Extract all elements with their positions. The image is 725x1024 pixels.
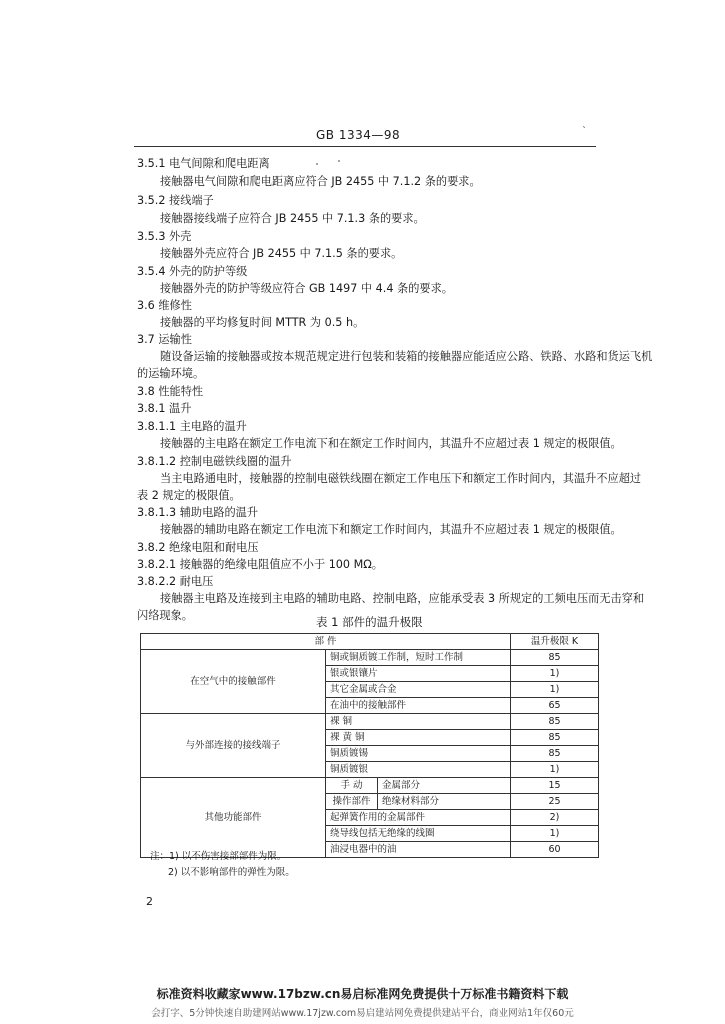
header-part: 部 件 bbox=[141, 634, 511, 650]
section-3-8-1-2: 3.8.1.2 控制电磁铁线圈的温升 bbox=[137, 455, 292, 468]
header-rule bbox=[134, 146, 596, 147]
section-3-5-2: 3.5.2 接线端子 bbox=[137, 194, 214, 207]
part-cell: 油浸电器中的油 bbox=[326, 842, 511, 858]
subgroup-manual: 手 动 bbox=[326, 778, 378, 794]
group-terminals: 与外部连接的接线端子 bbox=[141, 714, 326, 778]
table-note-1: 注：1) 以不伤害接部部件为限。 bbox=[150, 851, 287, 862]
paragraph: 当主电路通电时，接触器的控制电磁铁线圈在额定工作电压下和额定工作时间内，其温升不应超过 bbox=[160, 472, 642, 485]
part-cell: 金属部分 bbox=[378, 778, 511, 794]
section-3-6: 3.6 维修性 bbox=[137, 299, 192, 312]
value-cell: 1) bbox=[511, 826, 599, 842]
table-row bbox=[141, 778, 599, 794]
section-3-8-1: 3.8.1 温升 bbox=[137, 402, 192, 415]
paragraph-continuation: 闪络现象。 bbox=[137, 609, 193, 622]
paragraph: 接触器的平均修复时间 MTTR 为 0.5 h。 bbox=[160, 316, 365, 329]
paragraph: 接触器外壳的防护等级应符合 GB 1497 中 4.4 条的要求。 bbox=[160, 282, 453, 295]
value-cell: 15 bbox=[511, 778, 599, 794]
value-cell: 85 bbox=[511, 730, 599, 746]
part-cell: 绝缘材料部分 bbox=[378, 794, 511, 810]
standard-code-header: GB 1334—98 bbox=[316, 128, 401, 142]
value-cell: 1) bbox=[511, 666, 599, 682]
value-cell: 60 bbox=[511, 842, 599, 858]
part-cell: 裸 黄 铜 bbox=[326, 730, 511, 746]
part-cell: 其它金属或合金 bbox=[326, 682, 511, 698]
part-cell: 银或银镶片 bbox=[326, 666, 511, 682]
paragraph: 接触器的主电路在额定工作电流下和在额定工作时间内，其温升不应超过表 1 规定的极限值。 bbox=[160, 437, 622, 450]
scan-speck bbox=[316, 163, 318, 165]
table-caption: 表 1 部件的温升极限 bbox=[316, 615, 423, 629]
paragraph: 接触器主电路及连接到主电路的辅助电路、控制电路，应能承受表 3 所规定的工频电压而无击穿和 bbox=[160, 592, 645, 605]
section-3-5-1: 3.5.1 电气间隙和爬电距离 bbox=[137, 157, 270, 170]
value-cell: 85 bbox=[511, 714, 599, 730]
section-3-8-2-2: 3.8.2.2 耐电压 bbox=[137, 575, 214, 588]
paragraph: 接触器电气间隙和爬电距离应符合 JB 2455 中 7.1.2 条的要求。 bbox=[160, 175, 481, 188]
paragraph: 接触器接线端子应符合 JB 2455 中 7.1.3 条的要求。 bbox=[160, 212, 425, 225]
section-3-5-4: 3.5.4 外壳的防护等级 bbox=[137, 265, 248, 278]
scan-speck bbox=[338, 160, 340, 162]
group-contact-parts: 在空气中的接触部件 bbox=[141, 650, 326, 714]
value-cell: 25 bbox=[511, 794, 599, 810]
group-other-parts: 其他功能部件 bbox=[141, 778, 326, 858]
table-row bbox=[141, 650, 599, 666]
corner-mark: ` bbox=[582, 126, 587, 137]
value-cell: 85 bbox=[511, 746, 599, 762]
part-cell: 铜或铜质镀工作制，短时工作制 bbox=[326, 650, 511, 666]
paragraph-continuation: 表 2 规定的极限值。 bbox=[137, 489, 241, 502]
part-cell: 在油中的接触部件 bbox=[326, 698, 511, 714]
section-3-8-2: 3.8.2 绝缘电阻和耐电压 bbox=[137, 541, 259, 554]
watermark-footer-line-2: 会打字、5分钟快速自助建网站www.17jzw.com易启建站网免费提供建站平台，商业网站1年仅60元 bbox=[151, 1008, 574, 1019]
value-cell: 1) bbox=[511, 682, 599, 698]
section-3-8-2-1: 3.8.2.1 接触器的绝缘电阻值应不小于 100 MΩ。 bbox=[137, 558, 383, 571]
value-cell: 1) bbox=[511, 762, 599, 778]
section-3-5-3: 3.5.3 外壳 bbox=[137, 230, 192, 243]
page-number: 2 bbox=[146, 895, 153, 908]
part-cell: 铜质镀锡 bbox=[326, 746, 511, 762]
section-3-8-1-3: 3.8.1.3 辅助电路的温升 bbox=[137, 506, 259, 519]
value-cell: 2) bbox=[511, 810, 599, 826]
subgroup-operating: 操作部件 bbox=[326, 794, 378, 810]
value-cell: 85 bbox=[511, 650, 599, 666]
header-limit: 温升极限 K bbox=[511, 634, 599, 650]
paragraph: 接触器外壳应符合 JB 2455 中 7.1.5 条的要求。 bbox=[160, 247, 403, 260]
section-3-7: 3.7 运输性 bbox=[137, 333, 192, 346]
paragraph-continuation: 的运输环境。 bbox=[137, 367, 205, 380]
section-3-8-1-1: 3.8.1.1 主电路的温升 bbox=[137, 420, 247, 433]
part-cell: 绕导线包括无绝缘的线圈 bbox=[326, 826, 511, 842]
table-row bbox=[141, 714, 599, 730]
table-note-2: 2) 以不影响部件的弹性为限。 bbox=[168, 867, 295, 878]
paragraph: 接触器的辅助电路在额定工作电流下和额定工作时间内，其温升不应超过表 1 规定的极限值。 bbox=[160, 523, 622, 536]
part-cell: 铜质镀银 bbox=[326, 762, 511, 778]
part-cell: 裸 铜 bbox=[326, 714, 511, 730]
value-cell: 65 bbox=[511, 698, 599, 714]
watermark-footer-line-1: 标准资料收藏家www.17bzw.cn易启标准网免费提供十万标准书籍资料下载 bbox=[156, 987, 569, 1001]
section-3-8: 3.8 性能特性 bbox=[137, 385, 204, 398]
part-cell: 起弹簧作用的金属部件 bbox=[326, 810, 511, 826]
table-header-row bbox=[141, 634, 599, 650]
paragraph: 随设备运输的接触器或按本规范规定进行包装和装箱的接触器应能适应公路、铁路、水路和货运飞机 bbox=[160, 350, 653, 363]
temperature-rise-table bbox=[140, 633, 599, 858]
